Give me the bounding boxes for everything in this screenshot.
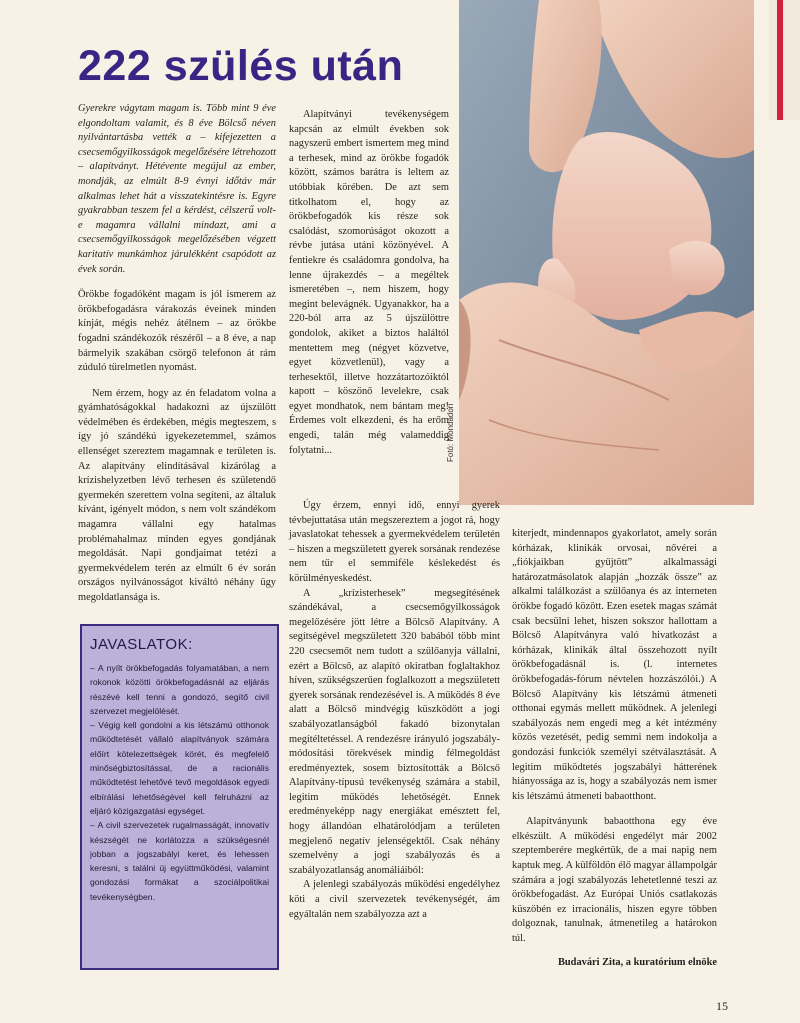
photo-credit: Fotó: Mondadori	[446, 403, 455, 462]
paragraph: Úgy érzem, ennyi idő, ennyi gyerek tévbejuttatása után megszereztem a jogot rá, hogy javaslatokat tehessek a gyermekvédelem területén – hiszen a megszületett gyerek sorsának rendezése nem tűr el semmiféle késlekedést és körülményeskedést.	[289, 500, 500, 584]
paragraph: Nem érzem, hogy az én feladatom volna a gyámhatóságokkal hadakozni az újszülött védelmében és érdekében, mégis megteszem, s így jó szándékú igyekezetemmel, számos ellenséget szereztem magamnak e területen is. Az alapítvány elindításával kizárólag a krízishelyzetben lévő terhesen és születendő gyermekén szerettem volna segíteni, az általuk kívánt, igényelt módon, s nem volt szándékom magamra vállalni egy hatalmas problémahalmaz minden egyes gondjának megoldását. Napi gondjaimat tetézi a gyermekvédelem terén az elmúlt 6 év során országos nyilvánosságot kiváltó néhány ügy megoldatlansága is.	[78, 387, 276, 603]
paragraph: A jelenlegi szabályozás működési engedélyhez köti a civil szervezetek tevékenységét, ám egyáltalán nem szabályozza azt a	[289, 879, 500, 920]
recommendations-heading: JAVASLATOK:	[90, 636, 193, 653]
column-left	[78, 102, 276, 606]
paragraph: Alapítványi tevékenységem kapcsán az elmúlt években sok nagyszerű embert ismertem meg mind a terhesek, mind az örökbe fogadók között, számos barátra is leltem az utóbbiak körében. De azt sem titkolhatom el, hogy az örökbefogadók kis része sok csalódást, szomorúságot okozott a révbe jutása utáni közönyével. A fentiekre és családomra gondolva, ha lenne újrakezdés – a megéltek ismeretében –, nem hiszem, hogy megint belevágnék. Ugyanakkor, ha a 220-ból arra az 5 újszülöttre gondolok, akiket a biztos haláltól mentettem meg (négyet közvetve, egyet közvetlenül), vagy a terhesektől, illetve hozzátartozóiktól kapott – köszönő levelekre, csak egyet mondhatok, nem bántam meg! Érdemes volt elkezdeni, és ha erőm engedi, talán még valameddig folytatni...	[289, 109, 449, 456]
author-signature: Budavári Zita, a kuratórium elnöke	[557, 957, 717, 968]
column-right	[512, 527, 717, 947]
hands-photo	[459, 0, 754, 505]
paragraph: kiterjedt, mindennapos gyakorlatot, amely során kórházak, klinikák orvosai, nővérei a „fiókjaikban gyűjtött” alkalmassági határozatmásolatok alapján „hozzák össze” az alkalmi találkozást a szülőanya és az interneten örökbe fogadó között. Ezen esetek magas számát csak becsülni lehet, hiszen sokszor hallottam a Bölcső Alapítványra való hivatkozást a kórházak, klinikák által összehozott nyílt örökbefogadásnál is. (l. internetes örökbefogadás-fórum névtelen hozzászólói.) A Bölcső Alapítvány kis létszámú átmeneti otthonai egymás mellett működnek. A jelenlegi szabályozás nem engedi meg a két intézmény közös vezetését, pedig semmi nem indokolja a gondozási funkciók személyi szétválasztását. A legitim működtetés jogszabályi hátterének hiányossága az is, hogy a szabályozás nem ismer kis létszámú átmeneti babaotthont.	[512, 528, 717, 802]
recommendation-item: – A civil szervezetek rugalmasságát, innovatív készségét ne korlátozza a szükségesnél jobban a jogszabályi keret, és lehessen keresni, s találni új együttműködési, valamint gondozási formákat a szociálpolitikai tevékenységben.	[90, 820, 269, 902]
paragraph: Örökbe fogadóként magam is jól ismerem az örökbefogadásra várakozás éveinek minden kínját, mégis nehéz átélnem – az örökbe fogadni szándékozók részéről – a 8 éve, a nap bármelyik szakában csörgő telefonon át rám zúduló türelmetlen nyomást.	[78, 289, 276, 374]
page-edge-strip	[769, 0, 800, 120]
recommendation-item: – Végig kell gondolni a kis létszámú otthonok működtetését vállaló alapítványok számára előírt kötelezettségek körét, és megfelelő minőségbiztosítással, de a racionális működtetést lehetővé tevő megoldások egyedi elbírálási lehetőségével kell felruházni az eljáró közigazgatási egységet.	[90, 720, 269, 816]
recommendations-box	[80, 624, 279, 970]
page-number: 15	[716, 999, 728, 1013]
recommendation-item: – A nyílt örökbefogadás folyamatában, a nem rokonok közötti örökbefogadásnál az eljárás részévé kell tenni a gondozó, segítő civil szervezet megjelölését.	[90, 663, 269, 716]
paragraph: Alapítványunk babaotthona egy éve elkészült. A működési engedélyt már 2002 szeptemberére megkértük, de a mai napig nem kaptuk meg. A külföldön élő magyar állampolgár számára a jogi szabályozás lehetetlenné teszi az örökbefogadást. Az Európai Uniós csatlakozás küszöbén ez irracionális, hiszen egyre többen dolgoznak, tanulnak, átmenetileg a határokon túl.	[512, 816, 717, 945]
page-title: 222 szülés után	[78, 42, 404, 90]
paragraph: A „krízisterhesek” megsegítésének szándékával, a csecsemőgyilkosságok megelőzésére jött létre a Bölcső Alapítvány. A segítségével megszületett 320 babából több mint 220 csecsemőt nem tudott a szülőanyja vállalni, ezért a Bölcső, az alapító okiratban foglaltakhoz híven, szükségszerűen foglalkozott a megszületett gyerek sorsának rendezésével is. A működés 8 éve alatt a Bölcső mindvégig küszködött a jogi szabályozatlanságból fakadó bizonytalan megítéltetéssel. A rendezésre irányuló jogszabály-módosítási törekvések mindig félmegoldást eredményeztek, sosem biztosították a Bölcső Alapítvány-típusú tevékenység számára a stabil, legitim működés lehetőségét. Ennek eredményeképp nagy energiákat emésztett fel, hogy állandóan elhatárolódjam a területen megjelenő negatív jelenségektől. Csak néhány szemelvény a jogi szabályozás és a szabályozatlanság anomáliáiból:	[289, 587, 500, 876]
column-middle-bottom	[289, 499, 500, 922]
intro-paragraph: Gyerekre vágytam magam is. Több mint 9 éve elgondoltam valamit, és 8 éve Bölcső néven nyilvántartásba vették a – kifejezetten a csecsemőgyilkosságok megelőzésére létrehozott – alapítványt. Hétévente megújul az ember, mondják, az elmúlt 8-9 évnyi időtáv már alkalmas lehet hát a visszatekintésre is. Egyre gyakrabban teszem fel a kérdést, célszerű volt-e magamra vállalni mindazt, ami a csecsemőgyilkosságok megelőzésében végzett karitatív munkámhoz járulékként csapódott az évek során.	[78, 103, 276, 275]
column-middle-top	[289, 108, 449, 458]
